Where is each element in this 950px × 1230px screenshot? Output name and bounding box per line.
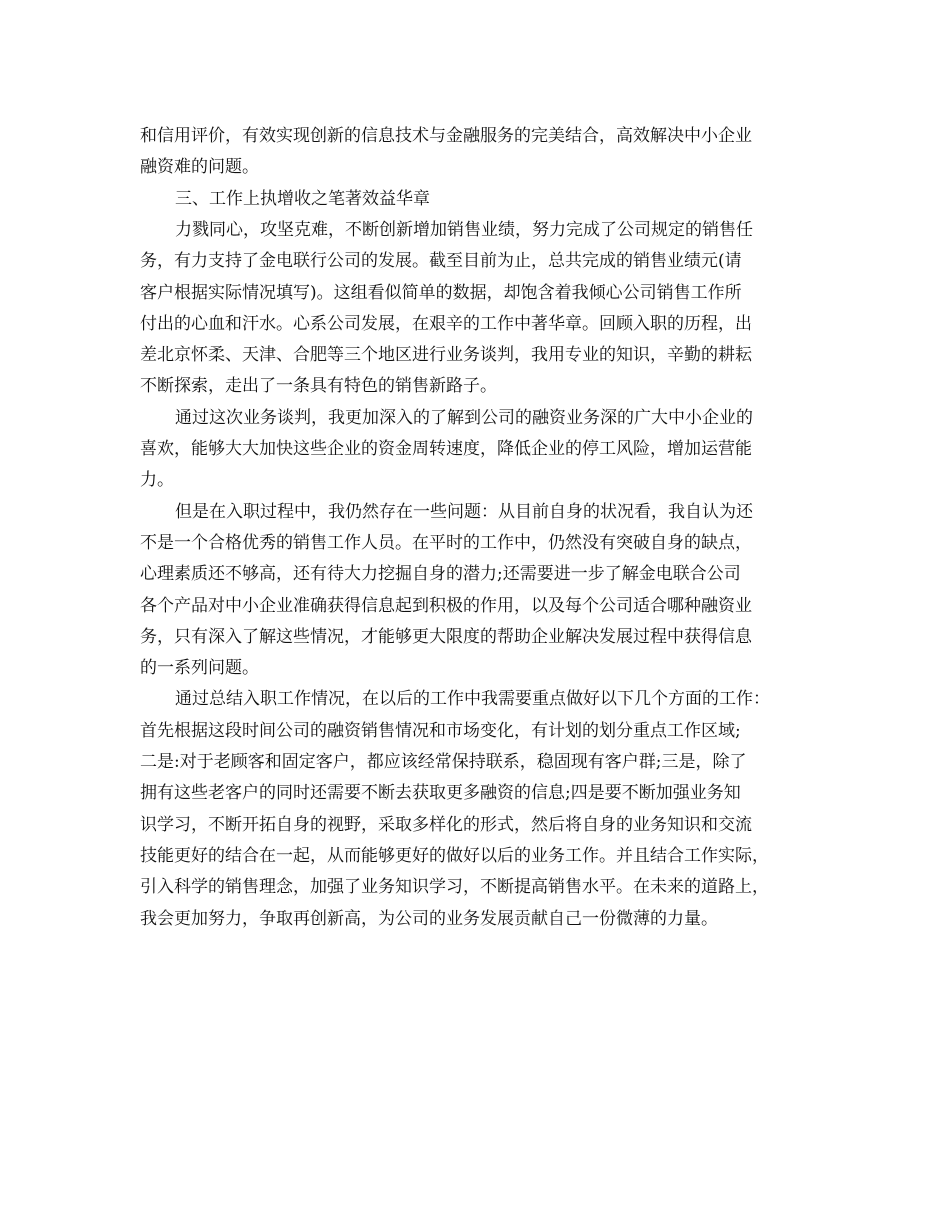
text-line: 喜欢，能够大大加快这些企业的资金周转速度，降低企业的停工风险，增加运营能 bbox=[140, 439, 752, 459]
text-line: 引入科学的销售理念，加强了业务知识学习，不断提高销售水平。在未来的道路上， bbox=[140, 877, 769, 898]
text-line: 我会更加努力，争取再创新高，为公司的业务发展贡献自己一份微薄的力量。 bbox=[140, 908, 718, 929]
text-line: 通过总结入职工作情况，在以后的工作中我需要重点做好以下几个方面的工作： bbox=[175, 689, 770, 710]
text-line: 务，有力支持了金电联行公司的发展。截至目前为止，总共完成的销售业绩元(请 bbox=[140, 251, 742, 272]
text-line: 首先根据这段时间公司的融资销售情况和市场变化，有计划的划分重点工作区域; bbox=[140, 720, 741, 741]
text-line: 识学习，不断开拓自身的视野，采取多样化的形式，然后将自身的业务知识和交流 bbox=[140, 814, 752, 835]
text-line: 技能更好的结合在一起，从而能够更好的做好以后的业务工作。并且结合工作实际， bbox=[140, 845, 769, 866]
text-line: 心理素质还不够高，还有待大力挖掘自身的潜力;还需要进一步了解金电联合公司 bbox=[140, 564, 741, 585]
text-line: 和信用评价，有效实现创新的信息技术与金融服务的完美结合，高效解决中小企业 bbox=[140, 126, 752, 146]
text-line: 的一系列问题。 bbox=[140, 658, 259, 679]
text-line: 差北京怀柔、天津、合肥等三个地区进行业务谈判，我用专业的知识，辛勤的耕耘 bbox=[140, 345, 752, 366]
text-line: 通过这次业务谈判，我更加深入的了解到公司的融资业务深的广大中小企业的 bbox=[175, 407, 753, 428]
text-line: 各个产品对中小企业准确获得信息起到积极的作用，以及每个公司适合哪种融资业 bbox=[140, 595, 752, 616]
text-line: 力戮同心，攻坚克难，不断创新增加销售业绩，努力完成了公司规定的销售任 bbox=[175, 219, 753, 240]
text-line: 不是一个合格优秀的销售工作人员。在平时的工作中，仍然没有突破自身的缺点， bbox=[140, 532, 752, 553]
text-line: 不断探索，走出了一条具有特色的销售新路子。 bbox=[140, 376, 497, 397]
text-line: 三、工作上执增收之笔著效益华章 bbox=[175, 188, 430, 209]
text-line: 二是:对于老顾客和固定客户，都应该经常保持联系，稳固现有客户群;三是，除了 bbox=[140, 752, 747, 772]
text-line: 力。 bbox=[140, 470, 174, 491]
text-line: 拥有这些老客户的同时还需要不断去获取更多融资的信息;四是要不断加强业务知 bbox=[140, 783, 741, 804]
text-line: 付出的心血和汗水。心系公司发展，在艰辛的工作中著华章。回顾入职的历程，出 bbox=[140, 313, 752, 334]
text-line: 但是在入职过程中，我仍然存在一些问题：从目前自身的状况看，我自认为还 bbox=[175, 501, 753, 522]
text-line: 客户根据实际情况填写)。这组看似简单的数据，却饱含着我倾心公司销售工作所 bbox=[140, 282, 742, 303]
text-line: 务，只有深入了解这些情况，才能够更大限度的帮助企业解决发展过程中获得信息 bbox=[140, 626, 752, 647]
text-line: 融资难的问题。 bbox=[140, 157, 259, 178]
